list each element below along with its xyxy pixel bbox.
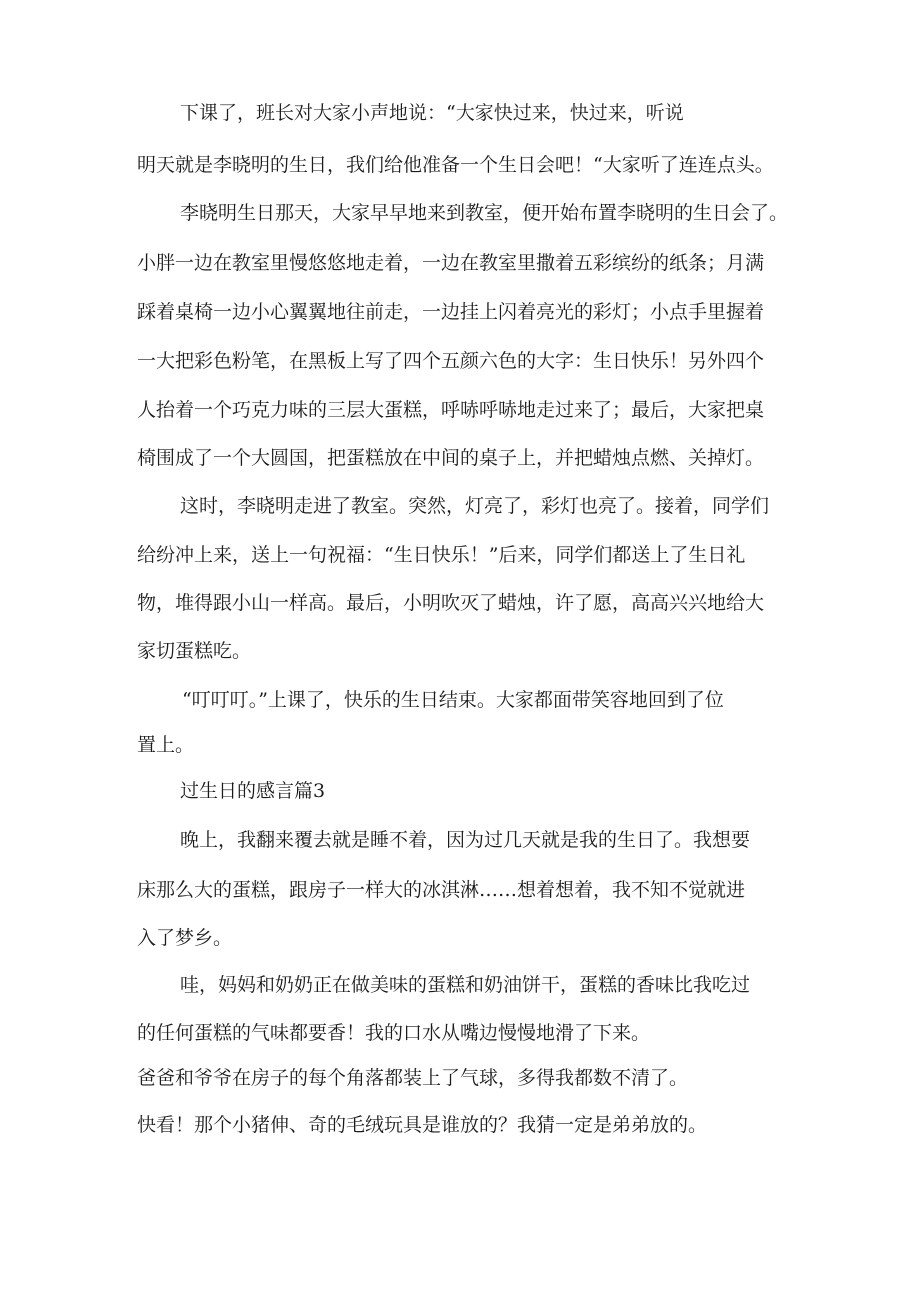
text-line: 的任何蛋糕的气味都要香！我的口水从嘴边慢慢地滑了下来。 [137,1022,651,1044]
text-line: 置上。 [137,734,195,756]
text-line: 下课了，班长对大家小声地说：“大家快过来，快过来，听说 [180,102,684,124]
section-heading: 过生日的感言篇3 [180,780,326,802]
text-line: 床那么大的蛋糕，跟房子一样大的冰淇淋……想着想着，我不知不觉就进 [137,879,746,901]
text-line: 李晓明生日那天，大家早早地来到教室，便开始布置李晓明的生日会了。 [180,202,789,224]
text-line: 踩着桌椅一边小心翼翼地往前走，一边挂上闪着亮光的彩灯；小点手里握着 [137,301,765,323]
text-line: 入了梦乡。 [137,927,233,949]
text-line: 小胖一边在教室里慢悠悠地走着，一边在教室里撒着五彩缤纷的纸条；月满 [137,252,765,274]
text-line: 爸爸和爷爷在房子的每个角落都装上了气球，多得我都数不清了。 [137,1067,689,1089]
text-line: 给纷冲上来，送上一句祝福：“生日快乐！”后来，同学们都送上了生日礼 [137,544,746,566]
text-line: 椅围成了一个大圆国，把蛋糕放在中间的桌子上，并把蜡烛点燃、关掉灯。 [137,447,765,469]
text-line: 快看！那个小猪伸、奇的毛绒玩具是谁放的？我猜一定是弟弟放的。 [137,1114,708,1136]
text-line: 明天就是李晓明的生日，我们给他准备一个生日会吧！“大家听了连连点头。 [137,154,774,176]
text-line: 哇，妈妈和奶奶正在做美味的蛋糕和奶油饼干，蛋糕的香味比我吃过 [180,974,751,996]
text-line: 这时，李晓明走进了教室。突然，灯亮了，彩灯也亮了。接着，同学们 [180,495,770,517]
text-line: 晚上，我翻来覆去就是睡不着，因为过几天就是我的生日了。我想要 [180,829,751,851]
text-line: 人抬着一个巧克力味的三层大蛋糕，呼哧呼哧地走过来了；最后，大家把桌 [137,399,765,421]
text-line: 物，堆得跟小山一样高。最后，小明吹灭了蜡烛，许了愿，高高兴兴地给大 [137,592,765,614]
text-line: 家切蛋糕吃。 [137,640,252,662]
text-line: 一大把彩色粉笔，在黑板上写了四个五颜六色的大字：生日快乐！另外四个 [137,350,765,372]
text-line: “叮叮叮。”上课了，快乐的生日结束。大家都面带笑容地回到了位 [182,689,724,711]
